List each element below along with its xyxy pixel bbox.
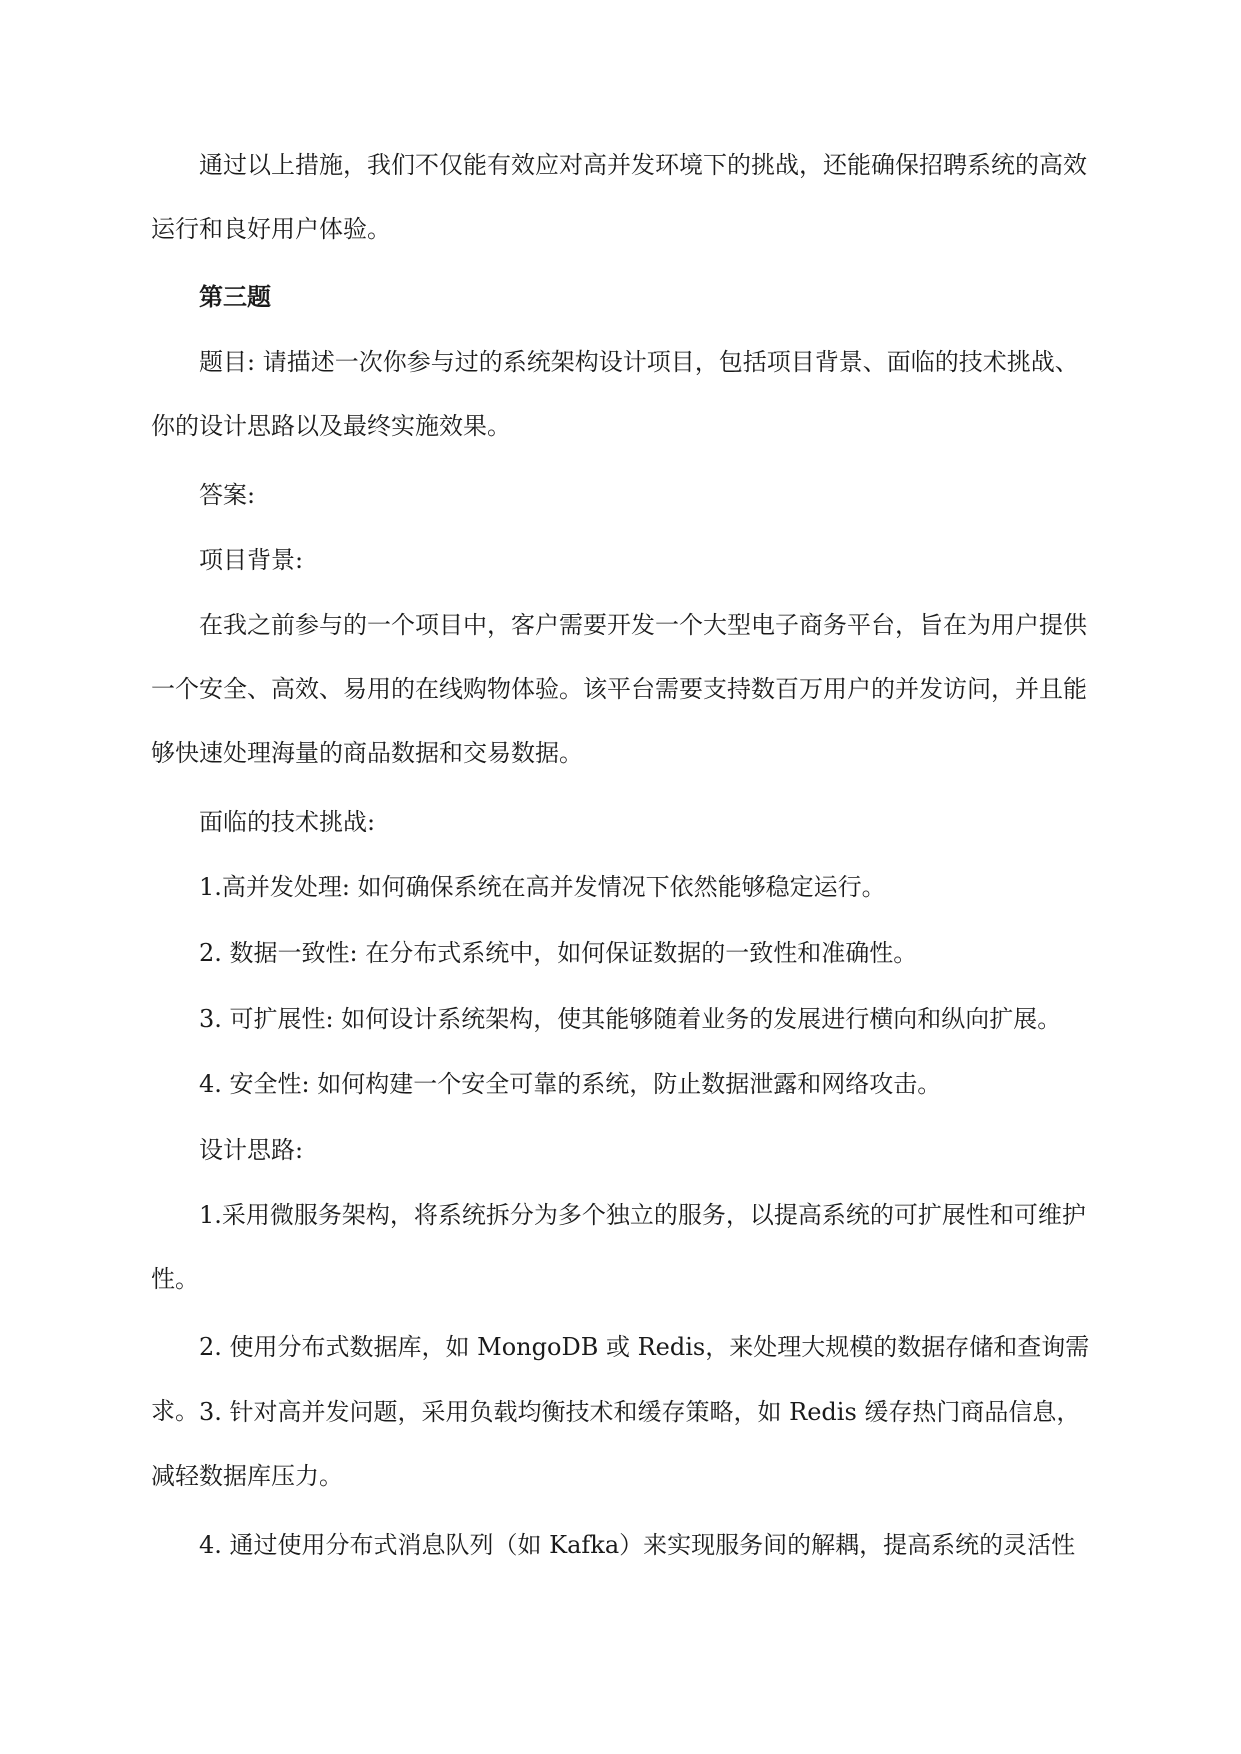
closing-paragraph: 通过以上措施，我们不仅能有效应对高并发环境下的挑战，还能确保招聘系统的高效运行和良好用户体验。: [151, 151, 1087, 243]
design-item: 2. 使用分布式数据库，如 MongoDB 或 Redis，来处理大规模的数据存储和查询需求。: [151, 1333, 1090, 1425]
challenge-item: 1.高并发处理: 如何确保系统在高并发情况下依然能够稳定运行。: [199, 873, 886, 901]
background-label: 项目背景:: [199, 546, 304, 574]
challenges-label: 面临的技术挑战:: [199, 808, 376, 836]
design-item: 3. 针对高并发问题，采用负载均衡技术和缓存策略，如 Redis 缓存热门商品信息，减轻数据库压力。: [151, 1398, 1081, 1490]
design-label: 设计思路:: [199, 1136, 304, 1164]
answer-label: 答案:: [199, 481, 256, 509]
background-paragraph: 在我之前参与的一个项目中，客户需要开发一个大型电子商务平台，旨在为用户提供一个安全、高效、易用的在线购物体验。该平台需要支持数百万用户的并发访问，并且能够快速处理海量的商品数据和交易数据。: [151, 611, 1087, 767]
design-item: 1.采用微服务架构，将系统拆分为多个独立的服务，以提高系统的可扩展性和可维护性。: [151, 1201, 1086, 1293]
challenge-item: 4. 安全性: 如何构建一个安全可靠的系统，防止数据泄露和网络攻击。: [199, 1070, 942, 1098]
challenge-item: 3. 可扩展性: 如何设计系统架构，使其能够随着业务的发展进行横向和纵向扩展。: [199, 1005, 1062, 1033]
challenge-item: 2. 数据一致性: 在分布式系统中，如何保证数据的一致性和准确性。: [199, 939, 918, 967]
question-paragraph: 题目: 请描述一次你参与过的系统架构设计项目，包括项目背景、面临的技术挑战、你的设计思路以及最终实施效果。: [151, 348, 1079, 440]
section-heading: 第三题: [199, 282, 271, 311]
design-item: 4. 通过使用分布式消息队列（如 Kafka）来实现服务间的解耦，提高系统的灵活性: [199, 1531, 1076, 1559]
